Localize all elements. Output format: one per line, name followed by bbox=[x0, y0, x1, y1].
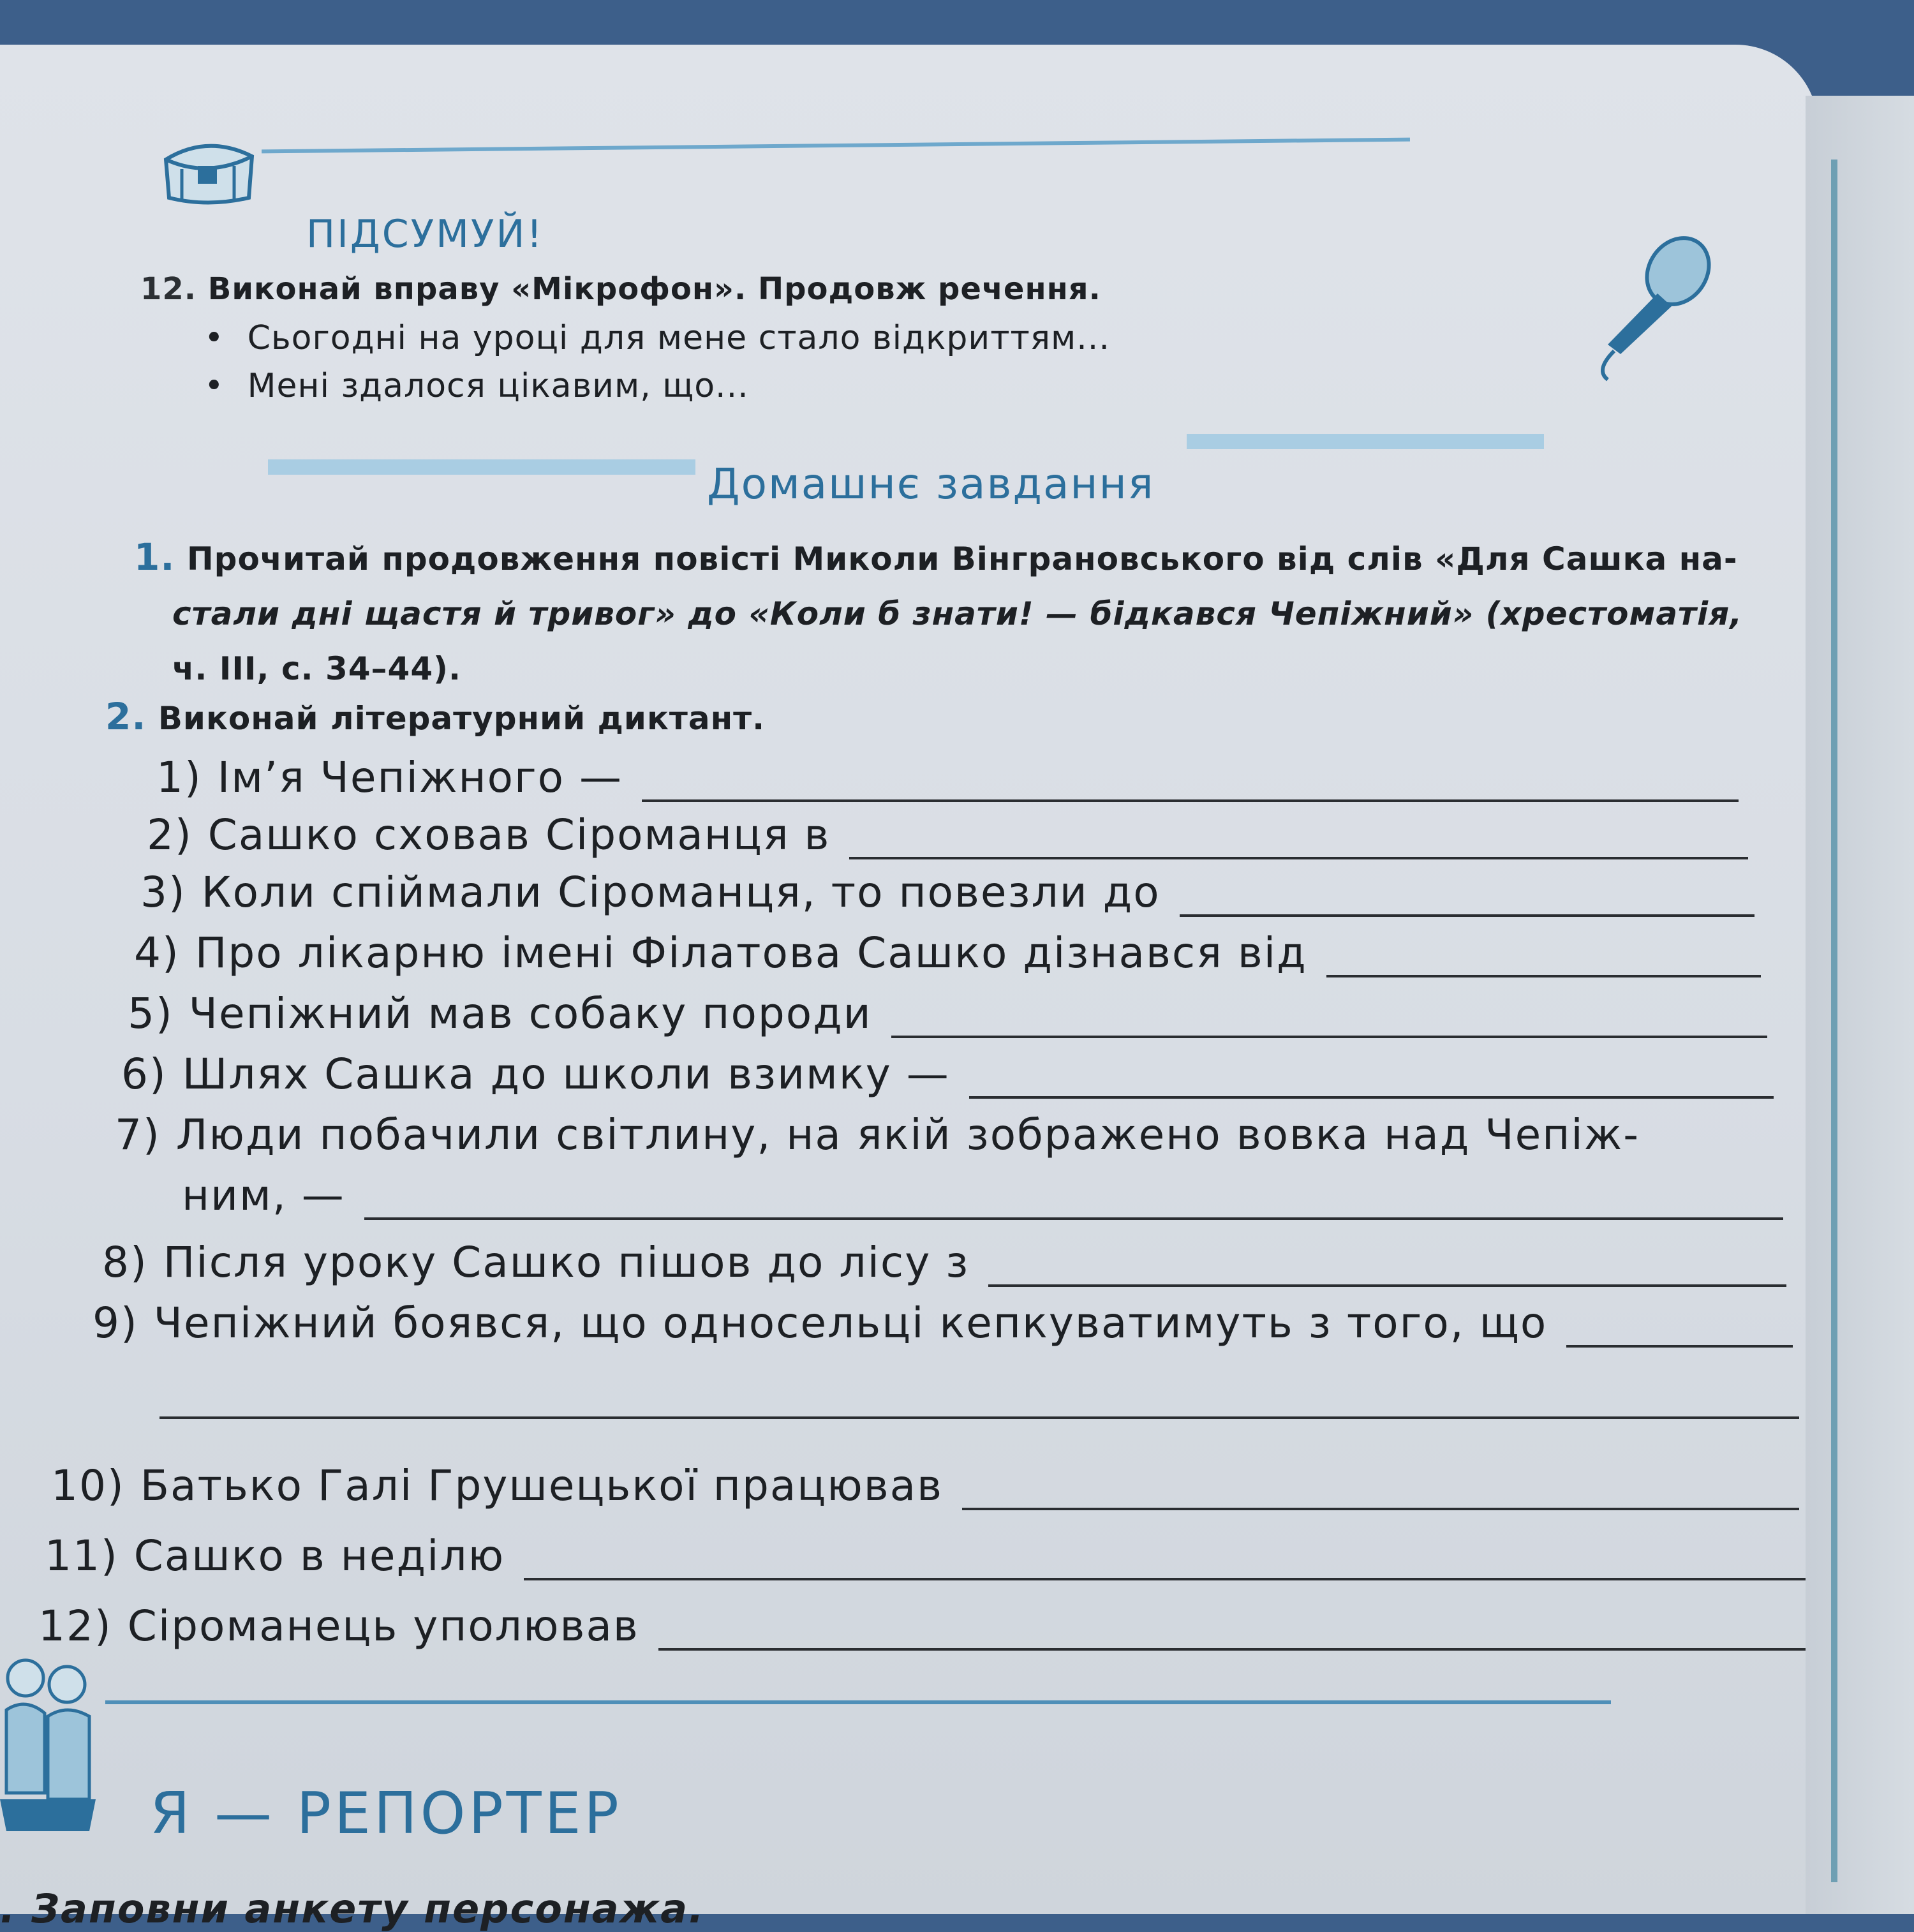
dictation-item: 11) Сашко в неділю bbox=[45, 1531, 1806, 1580]
dictation-item: 9) Чепіжний боявся, що односельці кепкуватимуть з того, що bbox=[93, 1298, 1793, 1348]
task-number: 1. bbox=[134, 535, 175, 579]
homework-title: Домашнє завдання bbox=[707, 459, 1155, 509]
reporter-task: . Заповни анкету персонажа. bbox=[0, 1885, 705, 1932]
answer-blank[interactable] bbox=[642, 794, 1739, 802]
treasure-chest-icon bbox=[156, 131, 258, 207]
task-1-line: стали дні щастя й тривог» до «Коли б знати! — бідкався Чепіжний» (хрестоматія, bbox=[172, 595, 1743, 632]
dictation-item: 4) Про лікарню імені Філатова Сашко дізнався від bbox=[134, 928, 1761, 977]
reporter-divider bbox=[105, 1700, 1611, 1704]
answer-blank[interactable] bbox=[1326, 970, 1761, 977]
dictation-item: 2) Сашко сховав Сіроманця в bbox=[147, 810, 1748, 859]
dictation-item: 5) Чепіжний мав собаку породи bbox=[128, 989, 1767, 1038]
adjacent-page bbox=[1806, 96, 1914, 1914]
task-text: Виконай вправу «Мікрофон». Продовж речення. bbox=[207, 271, 1101, 307]
answer-blank[interactable] bbox=[969, 1091, 1774, 1099]
microphone-icon bbox=[1582, 223, 1723, 383]
textbook-page bbox=[0, 45, 1818, 1932]
bullet-item: • Мені здалося цікавим, що... bbox=[204, 367, 749, 405]
dictation-item-continuation: ним, — bbox=[182, 1171, 1783, 1220]
summary-title: ПІДСУМУЙ! bbox=[306, 212, 544, 256]
task-1-line: Прочитай продовження повісті Миколи Вінграновського від слів «Для Сашка на- bbox=[186, 540, 1738, 577]
reporter-title: Я — РЕПОРТЕР bbox=[150, 1780, 622, 1847]
answer-blank[interactable] bbox=[364, 1212, 1783, 1220]
task-2-text: Виконай літературний диктант. bbox=[158, 700, 766, 737]
answer-blank[interactable] bbox=[988, 1279, 1786, 1287]
answer-blank[interactable] bbox=[962, 1503, 1799, 1510]
dictation-item: 6) Шлях Сашка до школи взимку — bbox=[121, 1050, 1774, 1099]
dictation-item: 3) Коли спіймали Сіроманця, то повезли до bbox=[140, 868, 1754, 917]
answer-blank[interactable] bbox=[849, 852, 1748, 859]
task-number: 12. bbox=[140, 271, 197, 307]
answer-blank[interactable] bbox=[524, 1573, 1806, 1580]
answer-blank[interactable] bbox=[658, 1643, 1812, 1651]
answer-blank[interactable] bbox=[1180, 909, 1754, 917]
dictation-item: 10) Батько Галі Грушецької працював bbox=[51, 1461, 1799, 1510]
answer-blank[interactable] bbox=[891, 1030, 1767, 1038]
adjacent-page-border bbox=[1831, 160, 1837, 1882]
summary-divider bbox=[262, 138, 1410, 154]
homework-band-left bbox=[268, 459, 695, 475]
dictation-item: 12) Сіроманець уполював bbox=[38, 1601, 1812, 1651]
task-12 bbox=[140, 271, 1101, 307]
homework-task-1 bbox=[134, 530, 1780, 696]
homework-band-right bbox=[1187, 434, 1544, 449]
answer-blank[interactable] bbox=[160, 1416, 1799, 1419]
task-number: 2. bbox=[105, 695, 147, 738]
homework-task-2 bbox=[105, 689, 765, 746]
dictation-item: 8) Після уроку Сашко пішов до лісу з bbox=[102, 1238, 1786, 1287]
dictation-item: 1) Ім’я Чепіжного — bbox=[156, 753, 1739, 802]
task-1-line: ч. III, с. 34–44). bbox=[172, 650, 461, 687]
bullet-item: • Сьогодні на уроці для мене стало відкриттям... bbox=[204, 319, 1110, 357]
answer-blank[interactable] bbox=[1566, 1340, 1793, 1348]
children-reading-icon bbox=[0, 1653, 96, 1844]
dictation-item: 7) Люди побачили світлину, на якій зображено вовка над Чепіж- bbox=[115, 1110, 1640, 1159]
